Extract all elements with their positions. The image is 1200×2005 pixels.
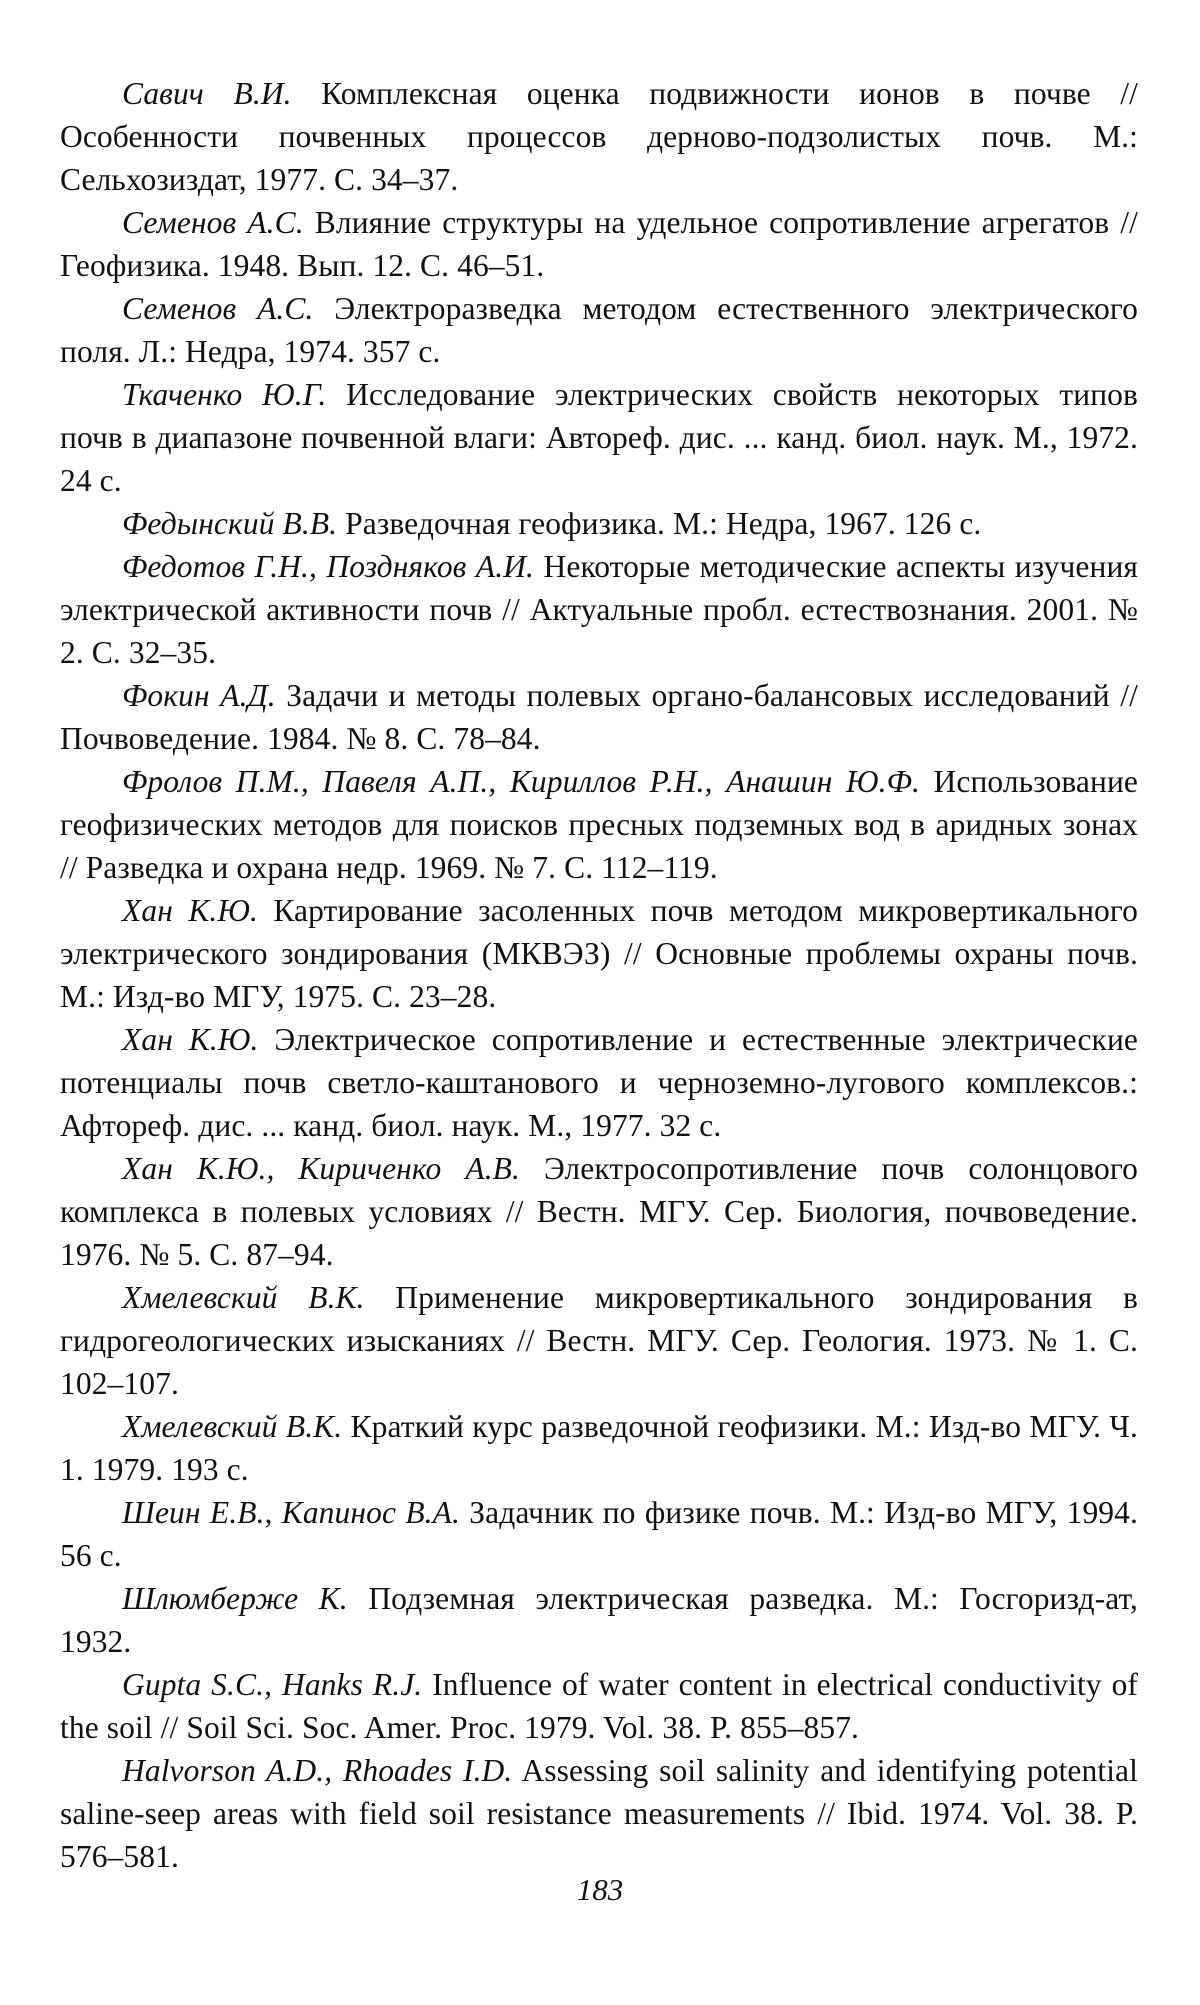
reference-entry xyxy=(60,502,1138,545)
reference-entry xyxy=(60,287,1138,373)
references-list xyxy=(60,72,1138,1878)
reference-text: Некоторые методические аспекты изучения электрической активности почв // Актуальные пробл. естествознания. 2001. № 2. С. 32–35. xyxy=(60,549,1139,670)
reference-text: Разведочная геофизика. М.: Недра, 1967. 126 с. xyxy=(345,506,982,541)
reference-text: Электроразведка методом естественного электрического поля. Л.: Недра, 1974. 357 с. xyxy=(60,291,1138,369)
reference-text: Влияние структуры на удельное сопротивление агрегатов // Геофизика. 1948. Вып. 12. С. 46–51. xyxy=(60,205,1138,283)
reference-authors: Gupta S.C., Hanks R.J. xyxy=(122,1667,423,1702)
reference-text: Исследование электрических свойств некоторых типов почв в диапазоне почвенной влаги: Автореф. дис. ... канд. биол. наук. М., 1972. 24 с. xyxy=(60,377,1139,498)
reference-authors: Семенов А.С. xyxy=(122,291,314,326)
reference-entry xyxy=(60,201,1138,287)
reference-entry xyxy=(60,1405,1138,1491)
reference-text: Картирование засоленных почв методом микровертикального электрического зондирования (МКВЭЗ) // Основные проблемы охраны почв. М.: Изд-во МГУ, 1975. С. 23–28. xyxy=(60,893,1138,1014)
reference-authors: Фокин А.Д. xyxy=(122,678,276,713)
reference-authors: Фролов П.М., Павеля А.П., Кириллов Р.Н., Анашин Ю.Ф. xyxy=(122,764,921,799)
reference-text: Задачи и методы полевых органо-балансовых исследований // Почвоведение. 1984. № 8. С. 78–84. xyxy=(60,678,1138,756)
reference-entry xyxy=(60,545,1138,674)
reference-authors: Семенов А.С. xyxy=(122,205,304,240)
reference-entry xyxy=(60,1276,1138,1405)
reference-text: Краткий курс разведочной геофизики. М.: Изд-во МГУ. Ч. 1. 1979. 193 с. xyxy=(60,1409,1138,1487)
reference-text: Электрическое сопротивление и естественные электрические потенциалы почв светло-каштанового и черноземно-лугового комплексов.: Афтореф. дис. ... канд. биол. наук. М., 1977. 32 с. xyxy=(60,1022,1138,1143)
reference-entry xyxy=(60,1018,1138,1147)
reference-text: Использование геофизических методов для поисков пресных подземных вод в аридных зонах // Разведка и охрана недр. 1969. № 7. С. 112–119. xyxy=(60,764,1138,885)
reference-text: Электросопротивление почв солонцового комплекса в полевых условиях // Вестн. МГУ. Сер. Биология, почвоведение. 1976. № 5. С. 87–94. xyxy=(60,1151,1138,1272)
reference-text: Подземная электрическая разведка. М.: Госгоризд-ат, 1932. xyxy=(60,1581,1139,1659)
reference-entry xyxy=(60,373,1138,502)
reference-entry xyxy=(60,1663,1138,1749)
reference-authors: Хан К.Ю. xyxy=(122,1022,259,1057)
reference-authors: Федынский В.В. xyxy=(122,506,338,541)
reference-entry xyxy=(60,1749,1138,1878)
reference-entry xyxy=(60,889,1138,1018)
reference-text: Комплексная оценка подвижности ионов в почве // Особенности почвенных процессов дерново-подзолистых почв. М.: Сельхозиздат, 1977. С. 34–37. xyxy=(60,76,1138,197)
reference-authors: Шеин Е.В., Капинос В.А. xyxy=(122,1495,460,1530)
reference-authors: Ткаченко Ю.Г. xyxy=(122,377,327,412)
reference-authors: Хмелевский В.К. xyxy=(122,1280,365,1315)
reference-text: Assessing soil salinity and identifying potential saline-seep areas with field soil resistance measurements // Ibid. 1974. Vol. 38. P. 576–581. xyxy=(60,1753,1138,1874)
reference-entry xyxy=(60,760,1138,889)
page-number: 183 xyxy=(576,1872,624,1907)
reference-authors: Шлюмберже К. xyxy=(122,1581,348,1616)
reference-entry xyxy=(60,674,1138,760)
reference-text: Influence of water content in electrical conductivity of the soil // Soil Sci. Soc. Amer. Proc. 1979. Vol. 38. P. 855–857. xyxy=(60,1667,1139,1745)
reference-authors: Федотов Г.Н., Поздняков А.И. xyxy=(122,549,535,584)
reference-text: Задачник по физике почв. М.: Изд-во МГУ, 1994. 56 с. xyxy=(60,1495,1138,1573)
reference-authors: Halvorson A.D., Rhoades I.D. xyxy=(122,1753,513,1788)
reference-authors: Хан К.Ю. xyxy=(122,893,258,928)
reference-authors: Хан К.Ю., Кириченко А.В. xyxy=(122,1151,520,1186)
reference-authors: Хмелевский В.К. xyxy=(122,1409,343,1444)
reference-entry xyxy=(60,72,1138,201)
reference-entry xyxy=(60,1147,1138,1276)
reference-authors: Савич В.И. xyxy=(122,76,292,111)
reference-entry xyxy=(60,1577,1138,1663)
reference-entry xyxy=(60,1491,1138,1577)
reference-text: Применение микровертикального зондирования в гидрогеологических изысканиях // Вестн. МГУ. Сер. Геология. 1973. № 1. С. 102–107. xyxy=(60,1280,1138,1401)
